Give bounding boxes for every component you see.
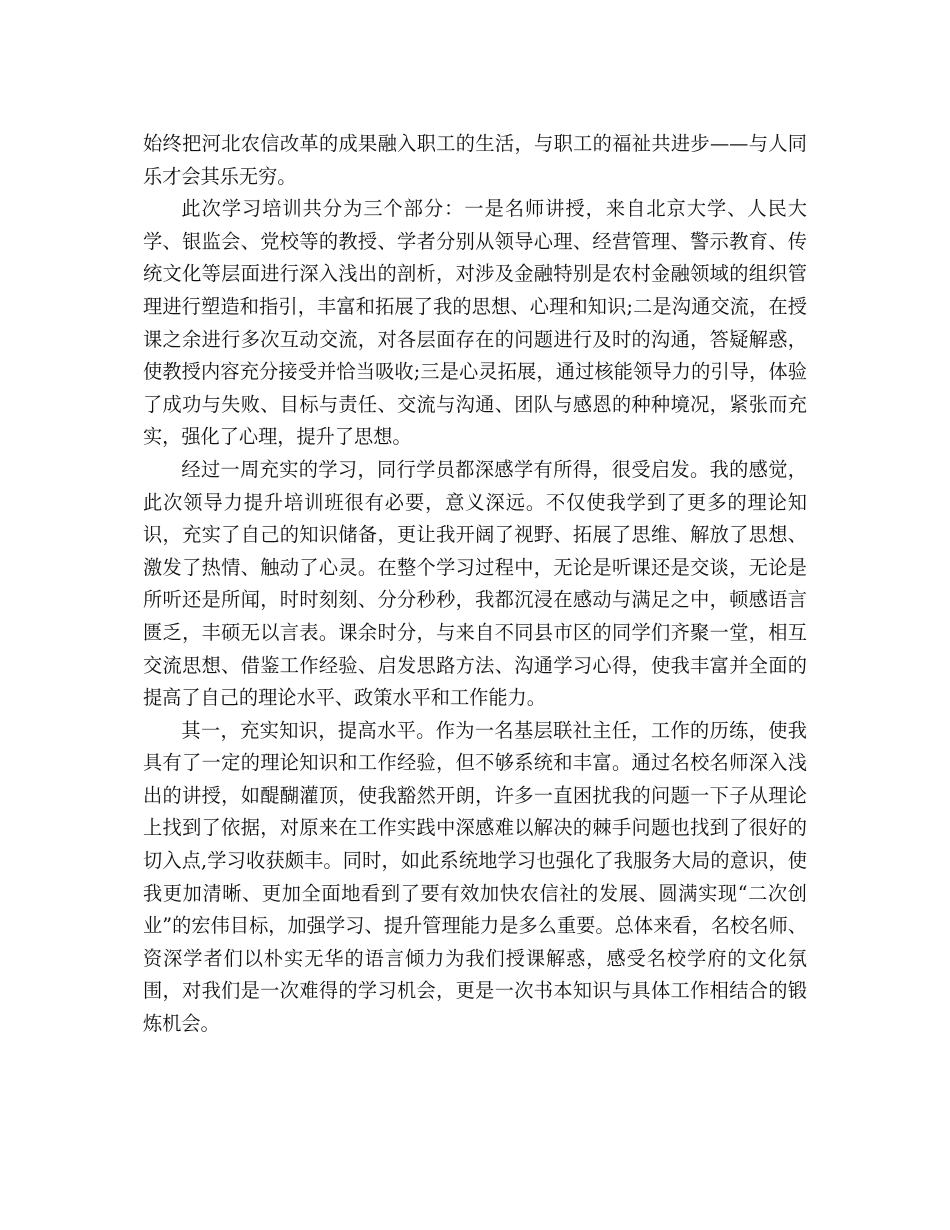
paragraph-continuation: 始终把河北农信改革的成果融入职工的生活，与职工的福祉共进步——与人同乐才会其乐无穷。 [143,132,807,188]
paragraph-week-study: 经过一周充实的学习，同行学员都深感学有所得，很受启发。我的感觉，此次领导力提升培训班很有必要，意义深远。不仅使我学到了更多的理论知识，充实了自己的知识储备，更让我开阔了视野、拓展了思维、解放了思想、激发了热情、触动了心灵。在整个学习过程中，无论是听课还是交谈，无论是所听还是所闻，时时刻刻、分分秒秒，我都沉浸在感动与满足之中，顿感语言匮乏，丰硕无以言表。课余时分，与来自不同县市区的同学们齐聚一堂，相互交流思想、借鉴工作经验、启发思路方法、沟通学习心得，使我丰富并全面的提高了自己的理论水平、政策水平和工作能力。 [143,457,807,710]
document-body [143,128,807,1041]
paragraph-knowledge: 其一，充实知识，提高水平。作为一名基层联社主任，工作的历练，使我具有了一定的理论知识和工作经验，但不够系统和丰富。通过名校名师深入浅出的讲授，如醍醐灌顶，使我豁然开朗，许多一直困扰我的问题一下子从理论上找到了依据，对原来在工作实践中深感难以解决的棘手问题也找到了很好的切入点,学习收获颇丰。同时，如此系统地学习也强化了我服务大局的意识，使我更加清晰、更加全面地看到了要有效加快农信社的发展、圆满实现“二次创业”的宏伟目标，加强学习、提升管理能力是多么重要。总体来看，名校名师、资深学者们以朴实无华的语言倾力为我们授课解惑，感受名校学府的文化氛围，对我们是一次难得的学习机会，更是一次书本知识与具体工作相结合的锻炼机会。 [143,718,807,1036]
paragraph-training-parts: 此次学习培训共分为三个部分：一是名师讲授，来自北京大学、人民大学、银监会、党校等的教授、学者分别从领导心理、经营管理、警示教育、传统文化等层面进行深入浅出的剖析，对涉及金融特别是农村金融领域的组织管理进行塑造和指引，丰富和拓展了我的思想、心理和知识;二是沟通交流，在授课之余进行多次互动交流，对各层面存在的问题进行及时的沟通，答疑解惑，使教授内容充分接受并恰当吸收;三是心灵拓展，通过核能领导力的引导，体验了成功与失败、目标与责任、交流与沟通、团队与感恩的种种境况，紧张而充实，强化了心理，提升了思想。 [143,197,807,449]
